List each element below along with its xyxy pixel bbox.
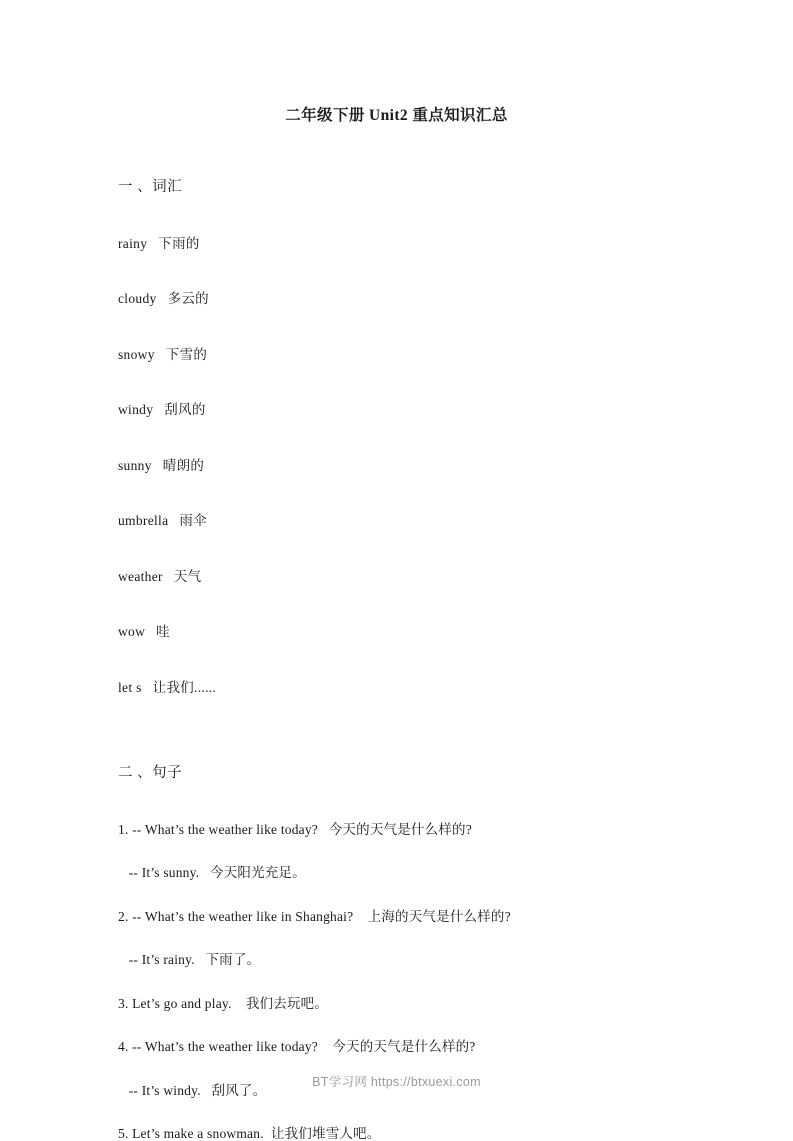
list-item: cloudy 多云的: [118, 291, 209, 306]
list-item: 1. -- What’s the weather like today? 今天的天气是什么样的?: [118, 821, 472, 837]
list-item: sunny 晴朗的: [118, 457, 205, 473]
list-item: snowy 下雪的: [118, 346, 208, 362]
list-item: rainy 下雨的: [118, 235, 200, 251]
list-item: 5. Let’s make a snowman. 让我们堆雪人吧。: [118, 1126, 381, 1141]
list-item: -- It’s rainy. 下雨了。: [118, 952, 261, 967]
list-item: let s 让我们......: [118, 679, 217, 695]
list-item: 4. -- What’s the weather like today? 今天的天气是什么样的?: [118, 1039, 476, 1054]
section-heading-sentences: 二 、句子: [118, 765, 183, 781]
document-body: [118, 180, 718, 1141]
list-item: umbrella 雨伞: [118, 513, 208, 528]
list-item: 3. Let’s go and play. 我们去玩吧。: [118, 995, 329, 1011]
list-item: wow 哇: [118, 624, 170, 639]
page-title: 二年级下册 Unit2 重点知识汇总: [285, 107, 508, 124]
list-item: weather 天气: [118, 568, 202, 584]
sentence-list: [118, 823, 718, 1141]
list-item: 2. -- What’s the weather like in Shanghai? 上海的天气是什么样的?: [118, 908, 511, 924]
vocabulary-list: [118, 237, 718, 695]
list-item: -- It’s sunny. 今天阳光充足。: [118, 865, 306, 880]
section-heading-vocabulary: 一 、词汇: [118, 179, 183, 195]
list-item: windy 刮风的: [118, 402, 206, 417]
footer-watermark: BT学习网 https://btxuexi.com: [312, 1075, 481, 1089]
list-item: -- It’s windy. 刮风了。: [118, 1082, 267, 1098]
